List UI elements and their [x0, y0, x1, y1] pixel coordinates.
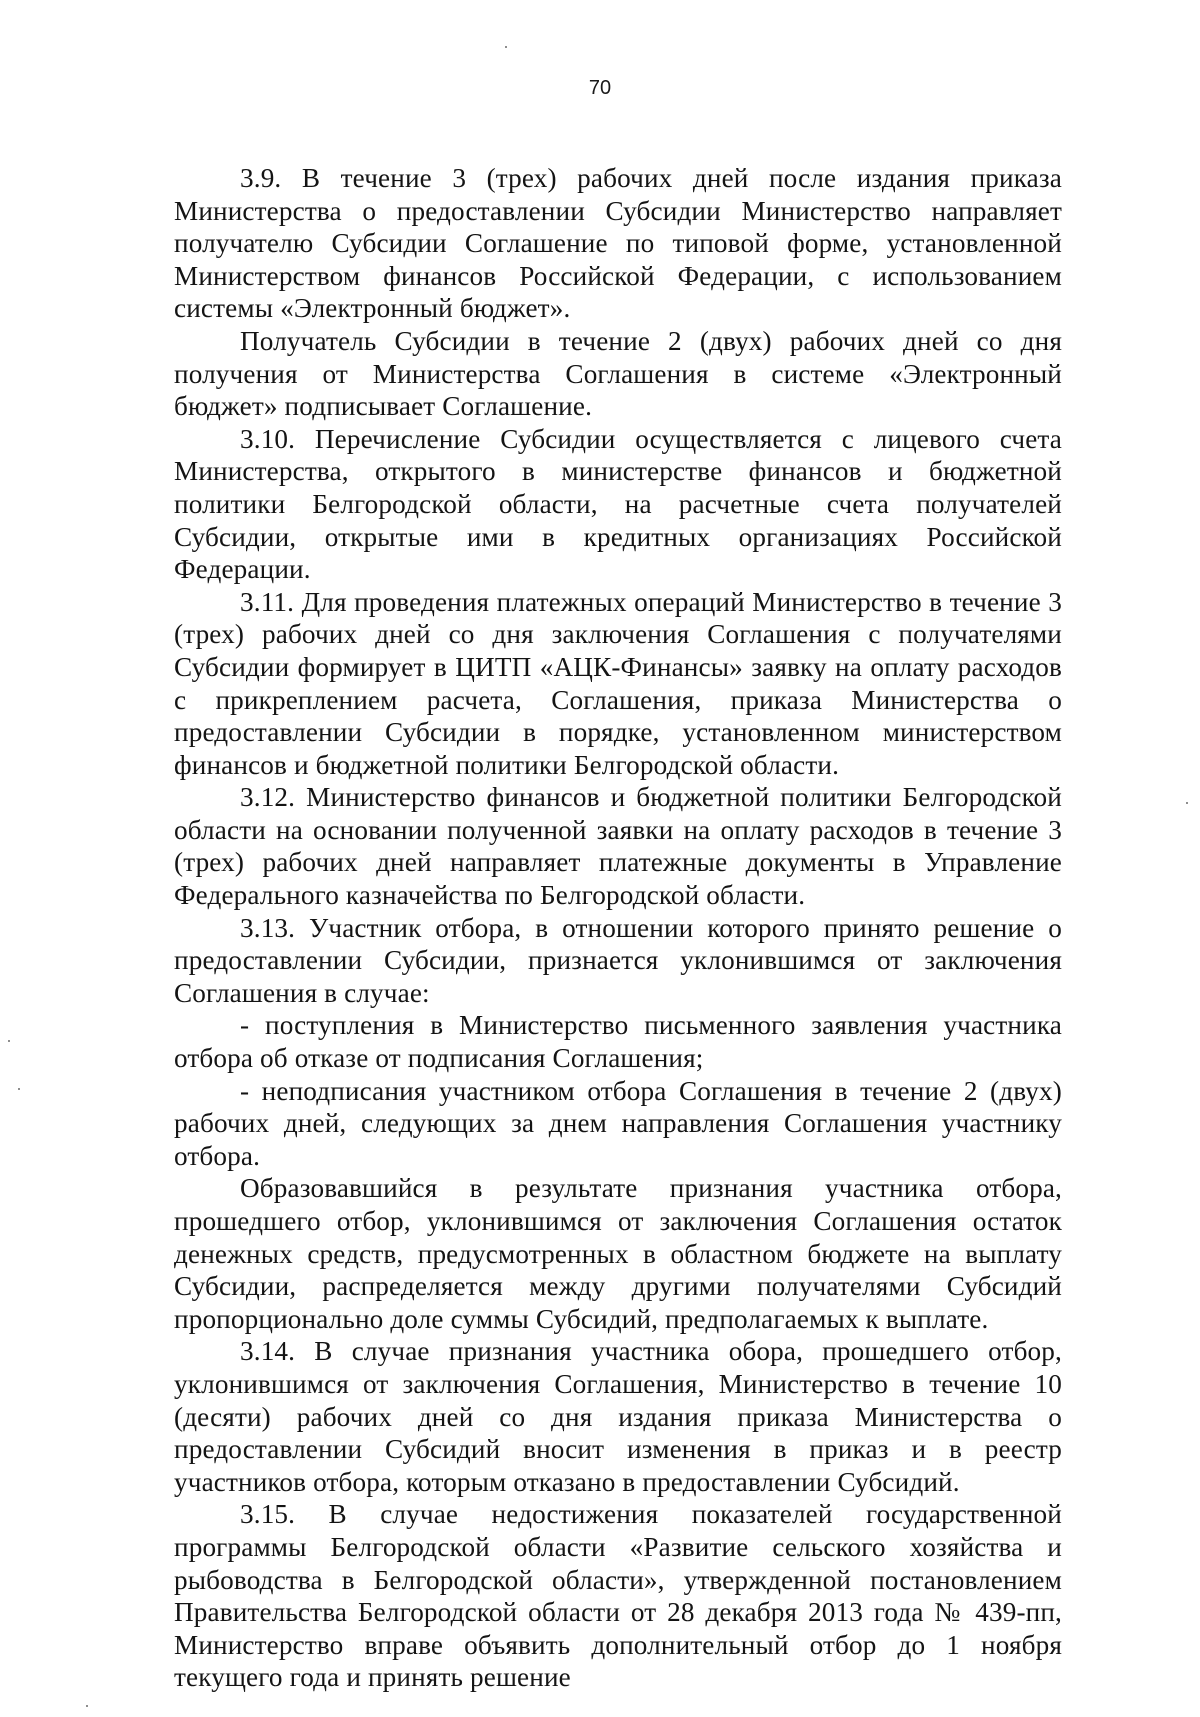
document-body: [174, 162, 1062, 1694]
list-item-written-refusal: - поступления в Министерство письменного заявления участника отбора об отказе от подписания Соглашения;: [174, 1010, 1062, 1074]
paragraph-remaining-funds: Образовавшийся в результате признания участника отбора, прошедшего отбор, уклонившимся от заключения Соглашения остаток денежных средств, предусмотренных в областном бюджете на выплату Субсидии, распределяется между другими получателями Субсидий пропорционально доле суммы Субсидий, предполагаемых к выплате.: [174, 1173, 1062, 1334]
paragraph-3-11: 3.11. Для проведения платежных операций Министерство в течение 3 (трех) рабочих дней со дня заключения Соглашения с получателями Субсидии формирует в ЦИТП «АЦК-Финансы» заявку на оплату расходов с прикреплением расчета, Соглашения, приказа Министерства о предоставлении Субсидии в порядке, установленном министерством финансов и бюджетной политики Белгородской области.: [174, 586, 1062, 780]
scan-speck: [505, 46, 507, 48]
paragraph-recipient-signing: Получатель Субсидии в течение 2 (двух) рабочих дней со дня получения от Министерства Соглашения в системе «Электронный бюджет» подписывает Соглашение.: [174, 325, 1062, 422]
scan-speck: [1186, 802, 1188, 804]
paragraph-3-15: 3.15. В случае недостижения показателей государственной программы Белгородской области «Развитие сельского хозяйства и рыбоводства в Белгородской области», утвержденной постановлением Правительства Белгородской области от 28 декабря 2013 года № 439-пп, Министерство вправе объявить дополнительный отбор до 1 ноября текущего года и принять решение: [174, 1499, 1062, 1693]
scan-speck: [8, 1040, 10, 1042]
page-number: 70: [588, 77, 612, 99]
paragraph-3-9: 3.9. В течение 3 (трех) рабочих дней после издания приказа Министерства о предоставлении Субсидии Министерство направляет получателю Субсидии Соглашение по типовой форме, установленной Министерством финансов Российской Федерации, с использованием системы «Электронный бюджет».: [174, 163, 1062, 324]
paragraph-3-14: 3.14. В случае признания участника обора, прошедшего отбор, уклонившимся от заключения Соглашения, Министерство в течение 10 (десяти) рабочих дней со дня издания приказа Министерства о предоставлении Субсидий вносит изменения в приказ и в реестр участников отбора, которым отказано в предоставлении Субсидий.: [174, 1336, 1062, 1497]
paragraph-3-13: 3.13. Участник отбора, в отношении которого принято решение о предоставлении Субсидии, признается уклонившимся от заключения Соглашения в случае:: [174, 912, 1062, 1008]
scan-speck: [18, 1088, 20, 1090]
paragraph-3-10: 3.10. Перечисление Субсидии осуществляется с лицевого счета Министерства, открытого в министерстве финансов и бюджетной политики Белгородской области, на расчетные счета получателей Субсидии, открытые ими в кредитных организациях Российской Федерации.: [174, 423, 1062, 585]
list-item-not-signed: - неподписания участником отбора Соглашения в течение 2 (двух) рабочих дней, следующих за днем направления Соглашения участнику отбора.: [174, 1075, 1062, 1171]
scan-speck: [86, 1705, 88, 1707]
paragraph-3-12: 3.12. Министерство финансов и бюджетной политики Белгородской области на основании полученной заявки на оплату расходов в течение 3 (трех) рабочих дней направляет платежные документы в Управление Федерального казначейства по Белгородской области.: [174, 782, 1062, 911]
